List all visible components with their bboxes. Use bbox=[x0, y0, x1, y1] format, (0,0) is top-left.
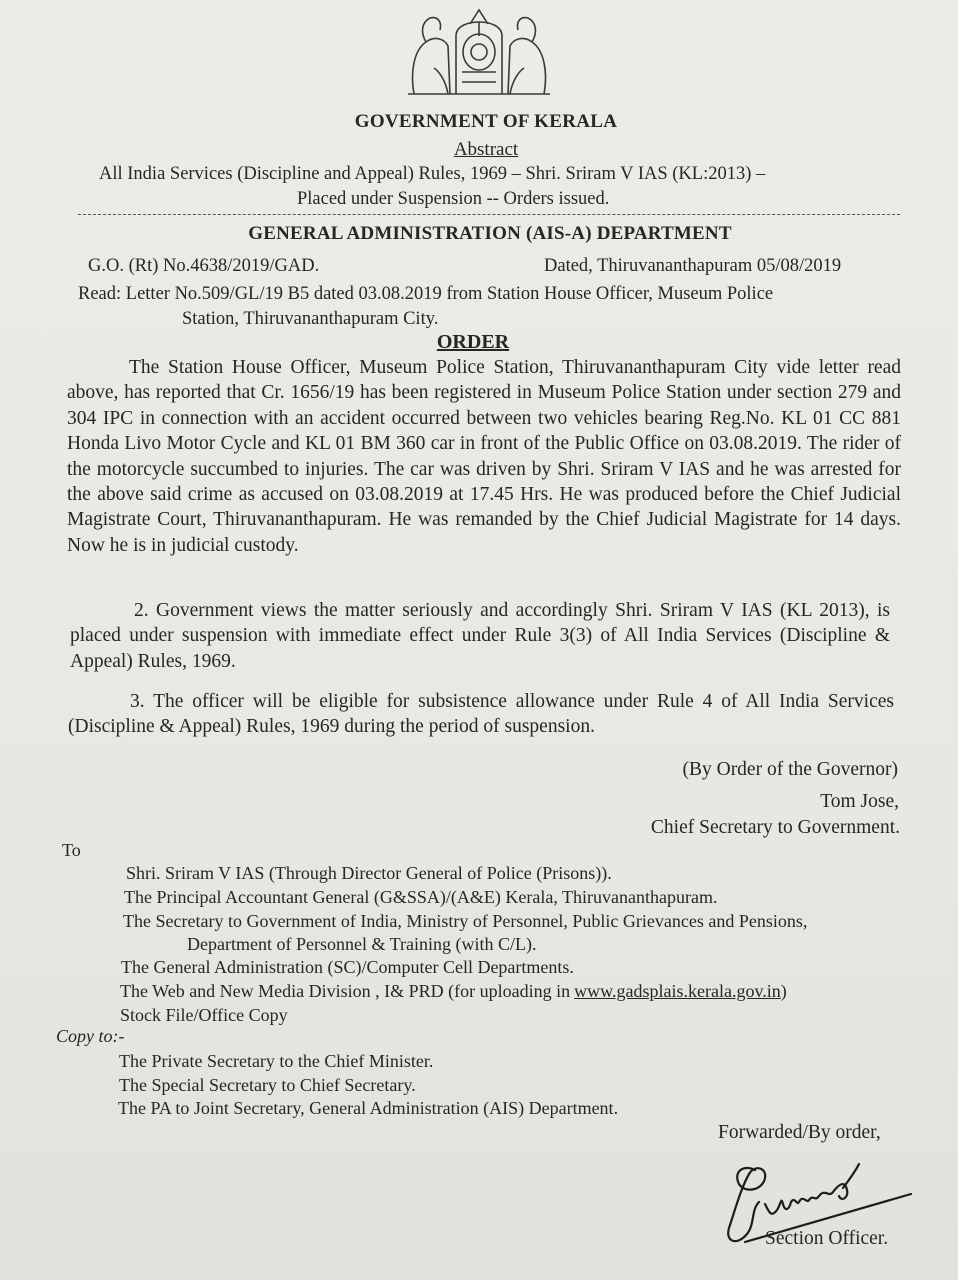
government-heading: GOVERNMENT OF KERALA bbox=[354, 111, 618, 132]
signatory-designation: Chief Secretary to Government. bbox=[650, 817, 900, 838]
to-recipient-5 bbox=[120, 980, 787, 1004]
go-number: G.O. (Rt) No.4638/2019/GAD. bbox=[88, 256, 320, 276]
order-title: ORDER bbox=[436, 331, 510, 353]
to-recipient-1: Shri. Sriram V IAS (Through Director General of Police (Prisons)). bbox=[126, 863, 612, 883]
subject-line-2: Placed under Suspension -- Orders issued. bbox=[297, 189, 610, 209]
to-recipient-6: Stock File/Office Copy bbox=[120, 1005, 288, 1025]
to-recipient-3-cont: Department of Personnel & Training (with C/L). bbox=[187, 934, 537, 954]
department-heading: GENERAL ADMINISTRATION (AIS-A) DEPARTMENT bbox=[248, 223, 732, 244]
signatory-name: Tom Jose, bbox=[820, 791, 899, 812]
website-suffix: ) bbox=[780, 981, 787, 1001]
order-paragraph-3 bbox=[68, 689, 894, 740]
to-recipient-3: The Secretary to Government of India, Ministry of Personnel, Public Grievances and Pensions, bbox=[123, 911, 808, 931]
order-paragraph-2 bbox=[70, 598, 890, 674]
copy-recipient-2: The Special Secretary to Chief Secretary. bbox=[119, 1075, 416, 1095]
copy-to-label: Copy to:- bbox=[56, 1026, 125, 1046]
to-recipient-5-text: The Web and New Media Division , I& PRD (for uploading in bbox=[120, 981, 571, 1001]
header-divider bbox=[78, 214, 900, 215]
copy-recipient-1: The Private Secretary to the Chief Minister. bbox=[119, 1051, 434, 1071]
go-date: Dated, Thiruvananthapuram 05/08/2019 bbox=[544, 256, 842, 276]
kerala-state-emblem-icon bbox=[400, 2, 558, 100]
order-paragraph-2-text: 2. Government views the matter seriously and accordingly Shri. Sriram V IAS (KL 2013), is placed under suspension with immediate effect under Rule 3(3) of All India Services (Discipline & Appeal) Rules, 1969. bbox=[70, 600, 890, 672]
section-officer-designation: Section Officer. bbox=[765, 1228, 889, 1249]
reference-line-2: Station, Thiruvananthapuram City. bbox=[182, 309, 439, 329]
to-label: To bbox=[62, 840, 81, 860]
website-link[interactable]: www.gadsplais.kerala.gov.in bbox=[574, 981, 781, 1001]
order-paragraph-1 bbox=[67, 355, 901, 558]
forwarded-by-order: Forwarded/By order, bbox=[718, 1122, 881, 1143]
by-order-of-governor: (By Order of the Governor) bbox=[682, 759, 898, 780]
order-paragraph-3-text: 3. The officer will be eligible for subsistence allowance under Rule 4 of All India Services (Discipline & Appeal) Rules, 1969 during the period of suspension. bbox=[68, 691, 894, 738]
to-recipient-2: The Principal Accountant General (G&SSA)/(A&E) Kerala, Thiruvananthapuram. bbox=[124, 887, 718, 907]
subject-line-1: All India Services (Discipline and Appeal) Rules, 1969 – Shri. Sriram V IAS (KL:2013) – bbox=[99, 164, 766, 184]
abstract-label: Abstract bbox=[453, 139, 519, 160]
copy-recipient-3: The PA to Joint Secretary, General Administration (AIS) Department. bbox=[118, 1098, 619, 1118]
reference-line-1: Read: Letter No.509/GL/19 B5 dated 03.08.2019 from Station House Officer, Museum Police bbox=[78, 284, 774, 304]
order-paragraph-1-text: The Station House Officer, Museum Police Station, Thiruvananthapuram City vide letter read above, has reported that Cr. 1656/19 has been registered in Museum Police Station under section 279 and 304 IPC in connection with an accident occurred between two vehicles bearing Reg.No. KL 01 CC 881 Honda Livo Motor Cycle and KL 01 BM 360 car in front of the Public Office on 03.08.2019. The rider of the motorcycle succumbed to injuries. The car was driven by Shri. Sriram V IAS and he was arrested for the above said crime as accused on 03.08.2019 at 17.45 Hrs. He was produced before the Chief Judicial Magistrate Court, Thiruvananthapuram. He was remanded by the Chief Judicial Magistrate for 14 days. Now he is in judicial custody. bbox=[67, 357, 901, 556]
to-recipient-4: The General Administration (SC)/Computer Cell Departments. bbox=[121, 957, 574, 977]
